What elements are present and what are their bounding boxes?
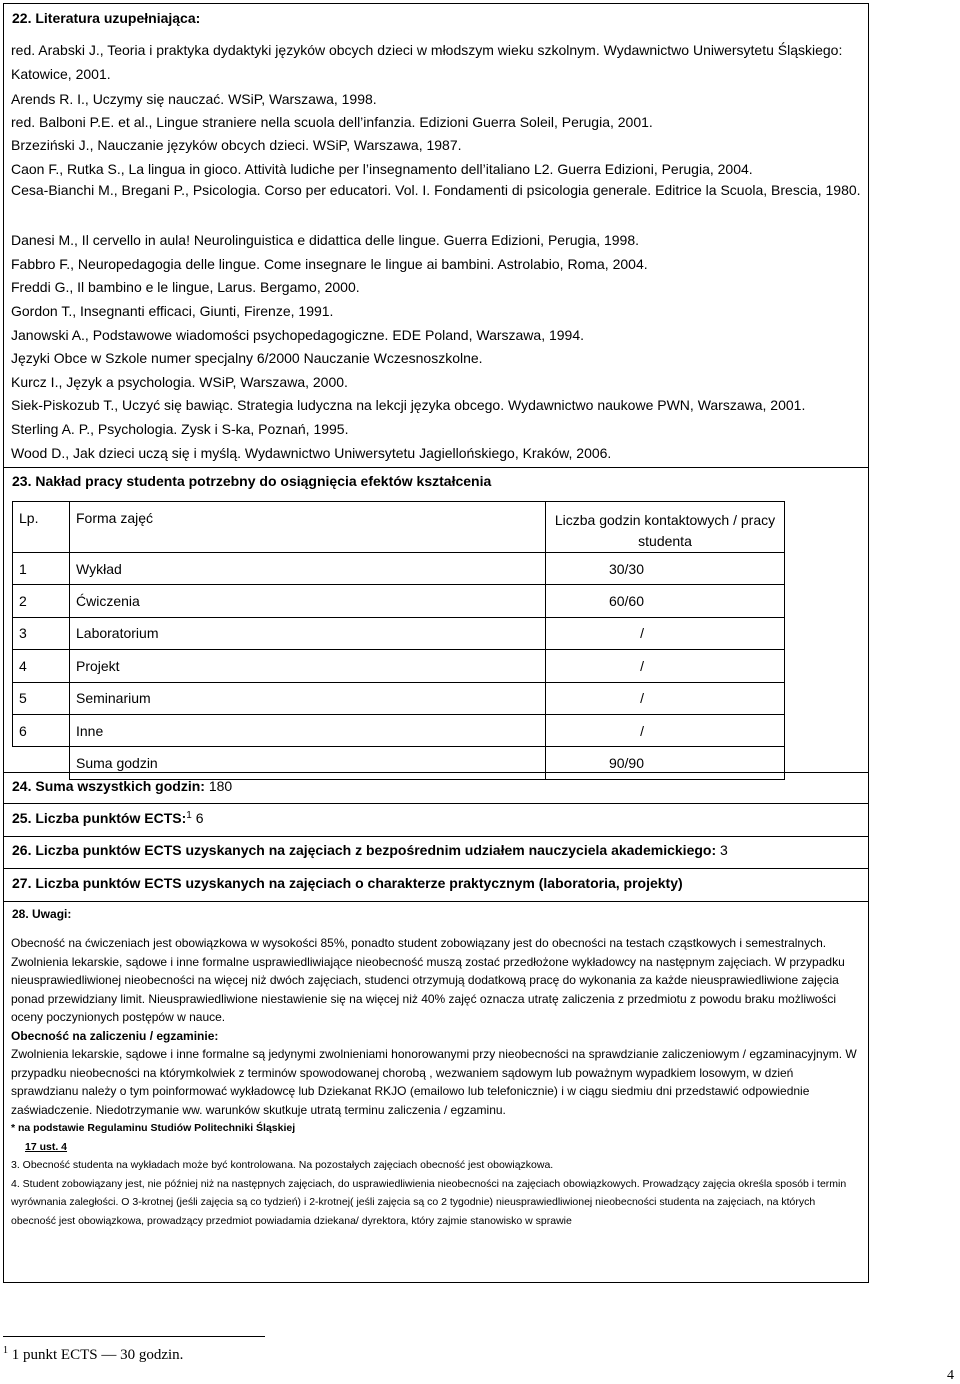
- note-paragraph: Zwolnienia lekarskie, sądowe i inne formalne usprawiedliwiające nieobecność muszą zostać przedłożone wykładowcy na następnym zajęciach. W przypadku nieusprawiedliwionej nieobecności na więcej niż dwóch zajęciach, studenci otrzymują dodatkową pracę do wykonania za każde nieusprawiedliwione zajęcia ponad przewidziany limit. Nieusprawiedliwione niestawienie się na więcej niż 40% zajęć oznacza utratę zaliczenia z przedmiotu z powodu braku możliwości oceny poczynionych postępów w nauce.: [11, 954, 845, 1024]
- row-form: Wykład: [70, 553, 546, 585]
- sum-label: Suma godzin: [70, 747, 546, 779]
- row-hours: /: [546, 650, 785, 682]
- document-frame: [3, 3, 869, 1283]
- row-form: Projekt: [70, 650, 546, 682]
- row-hours: 60/60: [546, 585, 785, 617]
- workload-table: [12, 501, 785, 780]
- note-paragraph: Obecność na ćwiczeniach jest obowiązkowa w wysokości 85%, ponadto student zobowiązany jest do obecności na testach cząstkowych i semestralnych.: [11, 936, 827, 950]
- footnote-text: 1 punkt ECTS — 30 godzin.: [11, 1347, 184, 1363]
- table-row: [13, 617, 785, 649]
- section-divider: [4, 868, 868, 869]
- literature-entry: Języki Obce w Szkole numer specjalny 6/2000 Nauczanie Wczesnoszkolne.: [11, 350, 483, 366]
- literature-entry: Kurcz I., Język a psychologia. WSiP, Warszawa, 2000.: [11, 374, 348, 390]
- table-row: [13, 553, 785, 585]
- row-number: 3: [13, 617, 70, 649]
- row-number: 1: [13, 553, 70, 585]
- literature-entry: red. Arabski J., Teoria i praktyka dydaktyki języków obcych dzieci w młodszym wieku szkolnym. Wydawnictwo Uniwersytetu Śląskiego: Katowice, 2001.: [11, 42, 843, 82]
- section-divider: [4, 901, 868, 902]
- row-number: 6: [13, 714, 70, 746]
- section-26-value: 3: [720, 842, 728, 858]
- header-hours: Liczba godzin kontaktowych / pracy studenta: [546, 502, 785, 553]
- section-25-value: 6: [195, 810, 204, 826]
- footnote-mark: 1: [3, 1345, 8, 1356]
- literature-entry: Cesa-Bianchi M., Bregani P., Psicologia. Corso per educatori. Vol. I. Fondamenti di psicologia generale. Editrice la Scuola, Brescia, 1980.: [11, 182, 861, 198]
- row-form: Seminarium: [70, 682, 546, 714]
- table-sum-row: [13, 747, 785, 779]
- row-form: Ćwiczenia: [70, 585, 546, 617]
- row-number: 4: [13, 650, 70, 682]
- section-27-label: 27. Liczba punktów ECTS uzyskanych na zajęciach o charakterze praktycznym (laboratoria, projekty): [12, 875, 683, 891]
- section-25: [12, 810, 204, 826]
- footnote-ref: 1: [186, 810, 192, 821]
- section-divider: [4, 836, 868, 837]
- literature-entry: Siek-Piskozub T., Uczyć się bawiąc. Strategia ludyczna na lekcji języka obcego. Wydawnictwo naukowe PWN, Warszawa, 2001.: [11, 397, 806, 413]
- empty-cell: [13, 747, 70, 779]
- row-hours: /: [546, 714, 785, 746]
- section-26: [12, 842, 728, 858]
- section-24: [12, 778, 232, 794]
- footnote: [3, 1345, 183, 1364]
- row-form: Inne: [70, 714, 546, 746]
- section-25-label: 25. Liczba punktów ECTS:: [12, 810, 187, 826]
- footnote-separator: [3, 1336, 265, 1337]
- section-23-title: 23. Nakład pracy studenta potrzebny do osiągnięcia efektów kształcenia: [12, 473, 492, 489]
- header-lp: Lp.: [13, 502, 70, 553]
- literature-entry: Janowski A., Podstawowe wiadomości psychopedagogiczne. EDE Poland, Warszawa, 1994.: [11, 327, 585, 343]
- section-28-label: 28. Uwagi:: [12, 907, 72, 921]
- literature-entry: Arends R. I., Uczymy się nauczać. WSiP, Warszawa, 1998.: [11, 91, 377, 107]
- section-24-label: 24. Suma wszystkich godzin:: [12, 778, 205, 794]
- row-number: 5: [13, 682, 70, 714]
- literature-entry: red. Balboni P.E. et al., Lingue straniere nella scuola dell’infanzia. Edizioni Guerra Soleil, Perugia, 2001.: [11, 114, 653, 130]
- row-form: Laboratorium: [70, 617, 546, 649]
- table-row: [13, 585, 785, 617]
- section-22-title: 22. Literatura uzupełniająca:: [12, 10, 201, 26]
- literature-entry: Danesi M., Il cervello in aula! Neurolinguistica e didattica delle lingue. Guerra Edizioni, Perugia, 1998.: [11, 232, 640, 248]
- note-heading: 17 ust. 4: [25, 1140, 68, 1153]
- sum-value: 90/90: [546, 747, 785, 779]
- literature-entry: Brzeziński J., Nauczanie języków obcych dzieci. WSiP, Warszawa, 1987.: [11, 137, 462, 153]
- note-paragraph: 3. Obecność studenta na wykładach może być kontrolowana. Na pozostałych zajęciach obecność jest obowiązkowa.: [11, 1159, 554, 1171]
- literature-entry: Freddi G., Il bambino e le lingue, Larus. Bergamo, 2000.: [11, 279, 360, 295]
- literature-entry: Wood D., Jak dzieci uczą się i myślą. Wydawnictwo Uniwersytetu Jagiellońskiego, Kraków, 2006.: [11, 445, 612, 461]
- note-heading: * na podstawie Regulaminu Studiów Politechniki Śląskiej: [11, 1122, 296, 1134]
- literature-entry: Sterling A. P., Psychologia. Zysk i S-ka, Poznań, 1995.: [11, 421, 349, 437]
- literature-entry: Fabbro F., Neuropedagogia delle lingue. Come insegnare le lingue ai bambini. Astrolabio, Roma, 2004.: [11, 256, 648, 272]
- notes-block: [11, 934, 861, 1230]
- header-form: Forma zajęć: [70, 502, 546, 553]
- row-hours: /: [546, 617, 785, 649]
- table-row: [13, 682, 785, 714]
- section-26-label: 26. Liczba punktów ECTS uzyskanych na zajęciach z bezpośrednim udziałem nauczyciela akademickiego:: [12, 842, 717, 858]
- literature-entry: Caon F., Rutka S., La lingua in gioco. Attività ludiche per l’insegnamento dell’italiano L2. Guerra Edizioni, Perugia, 2004.: [11, 161, 753, 177]
- page-number: 4: [947, 1368, 954, 1383]
- note-heading: Obecność na zaliczeniu / egzaminie:: [11, 1028, 219, 1043]
- table-row: [13, 714, 785, 746]
- row-hours: /: [546, 682, 785, 714]
- note-paragraph: Zwolnienia lekarskie, sądowe i inne formalne są jedynymi zwolnieniami honorowanymi przy nieobecności na sprawdzianie zaliczeniowym / egzaminacyjnym. W przypadku nieobecności na którymkolwiek z terminów spowodowanej chorobą , wezwaniem sądowym lub poważnym wypadkiem losowym, w dzień sprawdzianu należy o tym poinformować wykładowcę lub Dziekanat RKJO (emailowo lub telefonicznie) i w ciągu siedmiu dni przedstawić odpowiednie zaświadczenie. Niedotrzymanie ww. warunków skutkuje utratą terminu zaliczenia / egzaminu.: [11, 1047, 857, 1117]
- table-row: [13, 650, 785, 682]
- section-divider: [4, 803, 868, 804]
- row-number: 2: [13, 585, 70, 617]
- section-divider: [4, 467, 868, 468]
- section-divider: [4, 772, 868, 773]
- table-header-row: [13, 502, 785, 553]
- note-paragraph: 4. Student zobowiązany jest, nie później niż na następnych zajęciach, do usprawiedliwienia nieobecności na zajęciach obowiązkowych. Prowadzący zajęcia określa sposób i termin wyrównania zaległości. O 3-krotnej (jeśli zajęcia są co tydzień) i 2-krotnej( jeśli zajęcia są co 2 tygodnie) nieusprawiedliwionej nieobecności studenta na zajęciach, na których obecność jest obowiązkowa, prowadzący przedmiot powiadamia dziekana/ dyrektora, który zajmie stanowisko w sprawie: [11, 1177, 847, 1227]
- section-24-value: 180: [208, 778, 233, 794]
- literature-entry: Gordon T., Insegnanti efficaci, Giunti, Firenze, 1991.: [11, 303, 334, 319]
- row-hours: 30/30: [546, 553, 785, 585]
